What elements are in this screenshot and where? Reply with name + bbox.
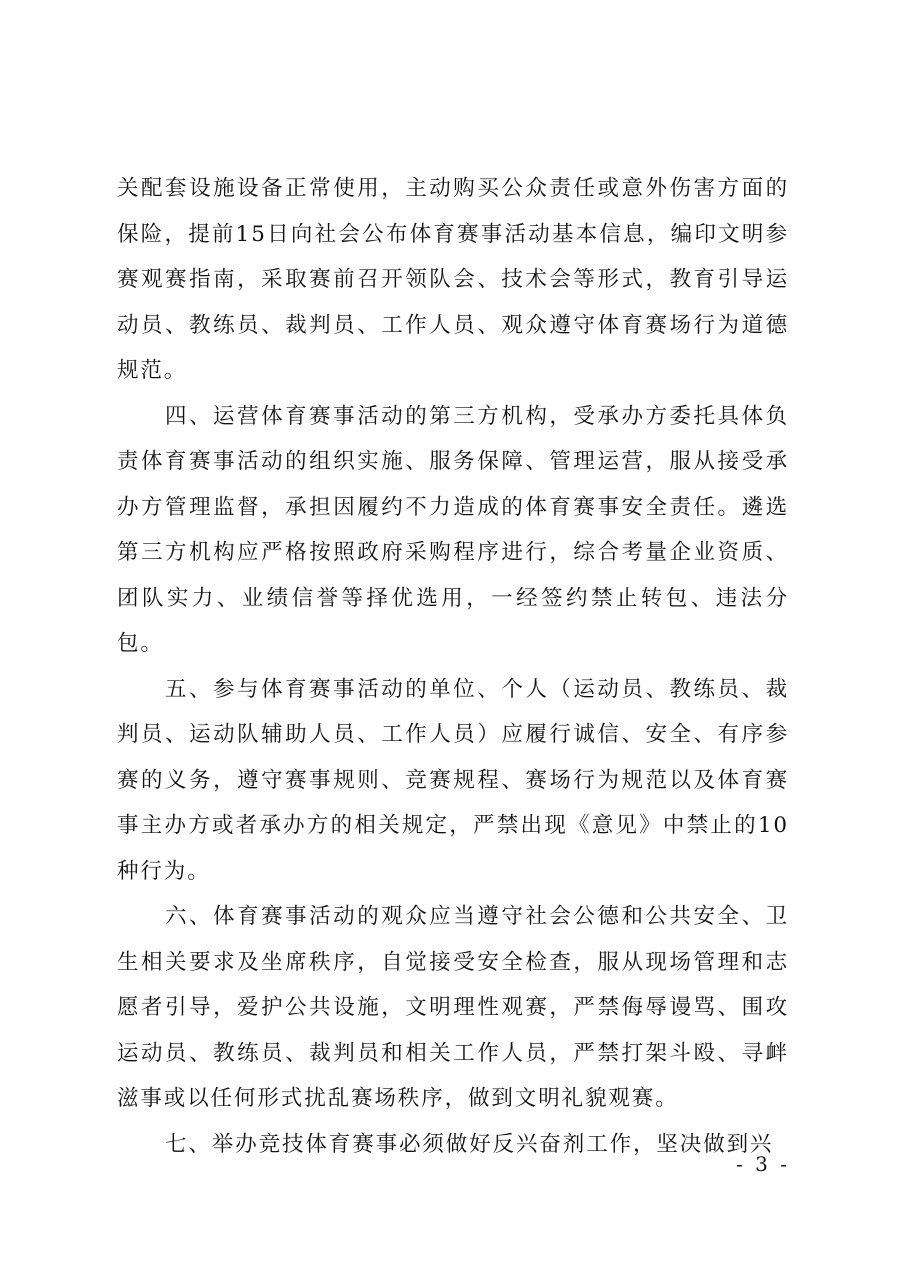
paragraph-item-7: 七、举办竞技体育赛事必须做好反兴奋剂工作，坚决做到兴 xyxy=(165,1131,774,1157)
paragraph-continuation: 关配套设施设备正常使用，主动购买公众责任或意外伤害方面的保险，提前15日向社会公布体育赛事活动基本信息，编印文明参赛观赛指南，采取赛前召开领队会、技术会等形式，教育引导运动员、教练员、裁判员、工作人员、观众遵守体育赛场行为道德规范。 xyxy=(117,176,789,383)
paragraph-item-5: 五、参与体育赛事活动的单位、个人（运动员、教练员、裁判员、运动队辅助人员、工作人员）应履行诚信、安全、有序参赛的义务，遵守赛事规则、竞赛规程、赛场行为规范以及体育赛事主办方或者承办方的相关规定，严禁出现《意见》中禁止的10种行为。 xyxy=(117,676,789,884)
paragraph-item-4: 四、运营体育赛事活动的第三方机构，受承办方委托具体负责体育赛事活动的组织实施、服务保障、管理运营，服从接受承办方管理监督，承担因履约不力造成的体育赛事安全责任。遴选第三方机构应严格按照政府采购程序进行，综合考量企业资质、团队实力、业绩信誉等择优选用，一经签约禁止转包、违法分包。 xyxy=(117,403,789,656)
paragraph-item-6: 六、体育赛事活动的观众应当遵守社会公德和公共安全、卫生相关要求及坐席秩序，自觉接受安全检查，服从现场管理和志愿者引导，爱护公共设施，文明理性观赛，严禁侮辱谩骂、围攻运动员、教练员、裁判员和相关工作人员，严禁打架斗殴、寻衅滋事或以任何形式扰乱赛场秩序，做到文明礼貌观赛。 xyxy=(117,904,789,1111)
document-body xyxy=(117,166,789,1167)
page-number: - 3 - xyxy=(736,1152,790,1176)
